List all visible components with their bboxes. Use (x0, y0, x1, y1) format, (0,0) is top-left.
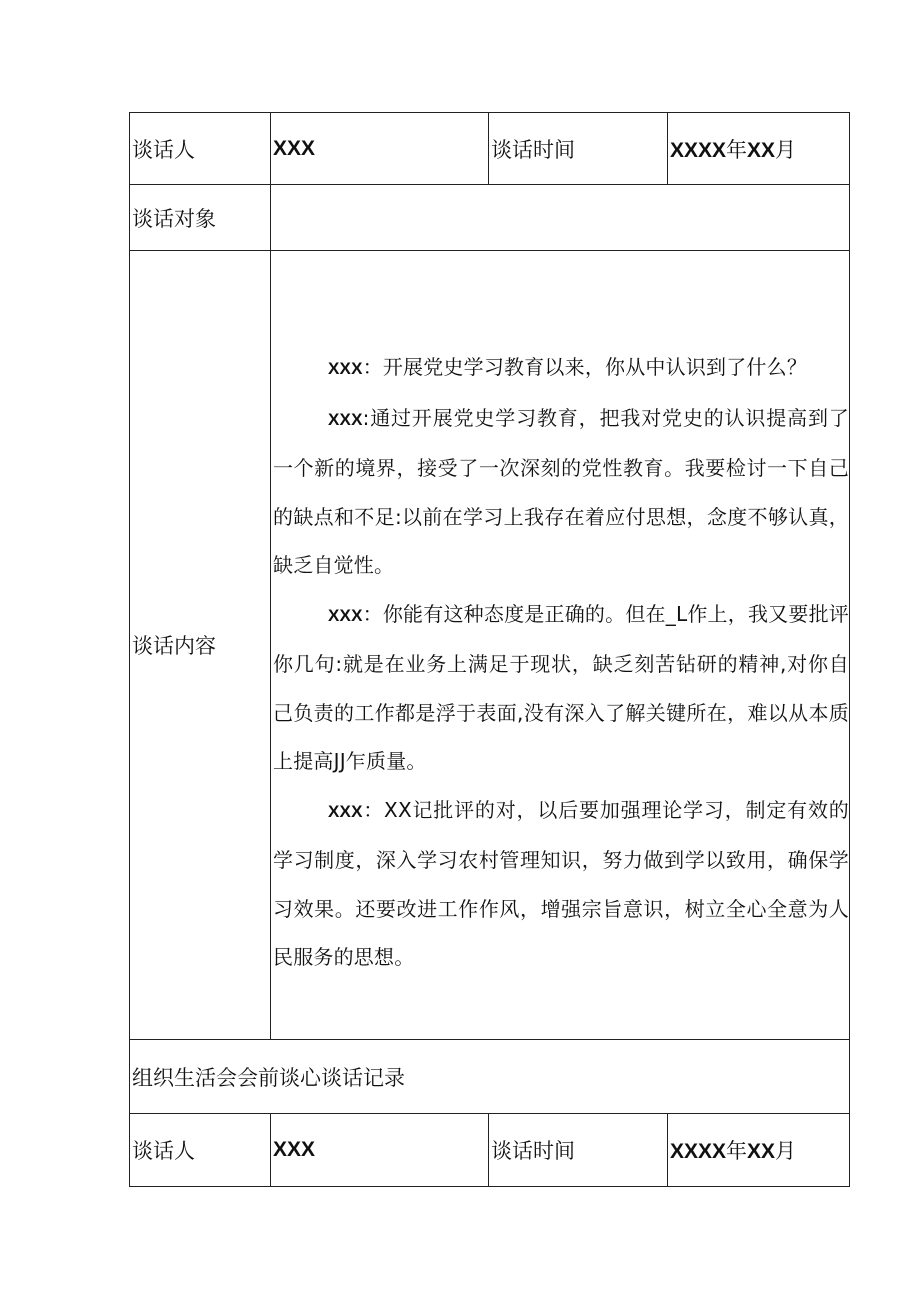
content-row (130, 251, 850, 1040)
time-value (668, 113, 850, 185)
paragraph-speaker: XXX (328, 409, 363, 429)
time-year-unit: 年 (726, 137, 748, 162)
time-year: XXXX (670, 138, 727, 162)
dialogue-paragraph (273, 343, 849, 394)
paragraph-text: :通过开展党史学习教育，把我对党史的认识提高到了一个新的境界，接受了一次深刻的党性教育。我要检讨一下自己的缺点和不足:以前在学习上我存在着应付思想，念度不够认真，缺乏自觉性。 (273, 405, 849, 577)
paragraph-speaker: XXX (328, 359, 363, 378)
content-label: 谈话内容 (130, 251, 271, 1040)
time-month-unit: 月 (775, 1139, 797, 1163)
time-year: XXXX (670, 1140, 727, 1163)
target-row (130, 185, 850, 251)
talk-record-table (129, 112, 850, 1187)
target-label: 谈话对象 (130, 185, 271, 251)
time-label: 谈话时间 (489, 1114, 668, 1187)
paragraph-text: ：开展党史学习教育以来，你从中认识到了什么？ (362, 355, 808, 379)
dialogue-paragraph (273, 590, 849, 786)
target-value (271, 185, 850, 251)
paragraph-text: ：XX记批评的对，以后要加强理论学习，制定有效的学习制度，深入学习农村管理知识，努力做到学以致用，确保学习效果。还要改进工作作风，增强宗旨意识，树立全心全意为人民服务的思想。 (273, 797, 849, 969)
speaker-row (130, 113, 850, 185)
content-cell (271, 251, 850, 1040)
time-month: XX (747, 138, 776, 162)
speaker-value: XXX (271, 1114, 489, 1187)
time-value (668, 1114, 850, 1187)
dialogue-paragraph (273, 394, 849, 590)
speaker-label: 谈话人 (130, 1114, 271, 1187)
paragraph-speaker: XXX (328, 801, 363, 821)
dialogue-paragraph (273, 786, 849, 982)
time-month: XX (747, 1140, 776, 1163)
paragraph-text: ：你能有这种态度是正确的。但在_L作上，我又要批评你几句:就是在业务上满足于现状，缺乏刻苦钻研的精神,对你自己负责的工作都是浮于表面,没有深入了解关键所在，难以从本质上提高JJ乍质量。 (273, 601, 849, 773)
speaker-row-2 (130, 1114, 850, 1187)
speaker-value: XXX (271, 113, 489, 185)
time-year-unit: 年 (726, 1139, 748, 1163)
record-title-row (130, 1040, 850, 1114)
record-title: 组织生活会会前谈心谈话记录 (130, 1040, 850, 1114)
speaker-label: 谈话人 (130, 113, 271, 185)
time-label: 谈话时间 (489, 113, 668, 185)
paragraph-speaker: XXX (328, 605, 363, 625)
dialogue-content (271, 251, 849, 982)
time-month-unit: 月 (775, 137, 797, 162)
